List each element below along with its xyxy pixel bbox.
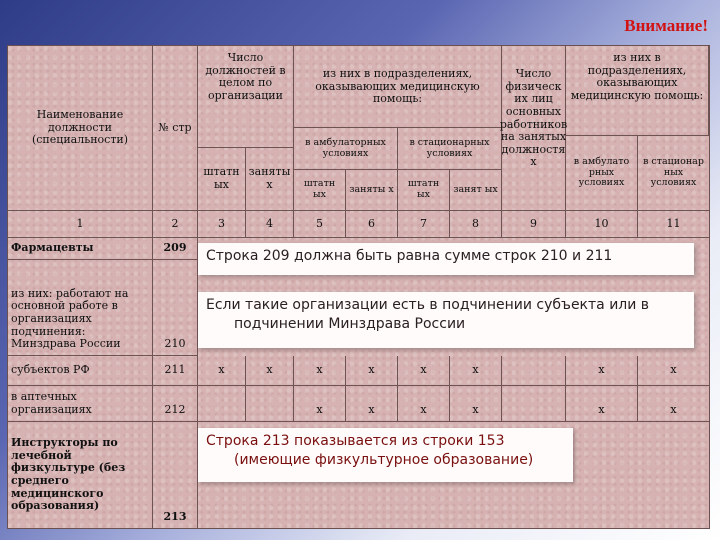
row-212-empty: [502, 386, 566, 422]
header-occupied-in: занят ых: [450, 170, 502, 211]
row-211-mark: x: [450, 356, 502, 386]
header-staff-out: штатн ых: [294, 170, 346, 211]
header-inpatient-2: в стационар ных условиях: [638, 136, 709, 211]
row-211-mark: x: [198, 356, 246, 386]
row-211-mark: x: [294, 356, 346, 386]
header-outpatient: в амбулаторных условиях: [294, 128, 398, 170]
row-212-mark: x: [566, 386, 638, 422]
row-211-mark: x: [638, 356, 709, 386]
row-211-no: 211: [153, 356, 198, 386]
row-210-name: из них: работают на основной работе в организациях подчинения: Минздрава России: [8, 260, 153, 356]
col-num-9: 9: [502, 211, 566, 238]
row-212-name: в аптечных организациях: [8, 386, 153, 422]
header-name: Наименование должности (специальности): [8, 46, 153, 211]
note-row-213-line2: (имеющие физкультурное образование): [234, 451, 534, 468]
col-num-1: 1: [8, 211, 153, 238]
col-num-7: 7: [398, 211, 450, 238]
row-211-empty: [502, 356, 566, 386]
header-positions-total: Число должностей в целом по организации: [198, 46, 294, 148]
header-row-no: № стр: [153, 46, 198, 211]
note-subordination: [198, 292, 694, 348]
row-211-mark: x: [246, 356, 294, 386]
header-staff-in: штатн ых: [398, 170, 450, 211]
note-row-213-line1: Строка 213 показывается из строки 153: [206, 433, 505, 449]
row-213-no: 213: [153, 422, 198, 528]
col-num-11: 11: [638, 211, 709, 238]
header-occupied-out: заняты х: [346, 170, 398, 211]
header-outpatient-2: в амбулато рных условиях: [566, 136, 638, 211]
col-num-10: 10: [566, 211, 638, 238]
row-212-mark: x: [346, 386, 398, 422]
note-subordination-line1: Если такие организации есть в подчинении субъекта или в: [206, 297, 650, 313]
col-num-8: 8: [450, 211, 502, 238]
row-211-name: субъектов РФ: [8, 356, 153, 386]
note-subordination-line2: подчинении Минздрава России: [234, 315, 466, 332]
row-212-no: 212: [153, 386, 198, 422]
row-211-mark: x: [398, 356, 450, 386]
row-212-mark: x: [294, 386, 346, 422]
header-occupied: заняты х: [246, 148, 294, 211]
col-num-3: 3: [198, 211, 246, 238]
row-211-mark: x: [346, 356, 398, 386]
row-212-mark: x: [638, 386, 709, 422]
header-med-units: из них в подразделениях, оказывающих медицинскую помощь:: [294, 46, 502, 128]
header-staff: штатн ых: [198, 148, 246, 211]
col-num-5: 5: [294, 211, 346, 238]
row-212-mark: x: [450, 386, 502, 422]
header-individuals-med: из них в подразделениях, оказывающих медицинскую помощь:: [566, 46, 709, 136]
row-209-no: 209: [153, 238, 198, 260]
row-210-no: 210: [153, 260, 198, 356]
row-212-empty: [246, 386, 294, 422]
note-row-213: [198, 428, 573, 482]
header-individuals: Число физическ их лиц основных работников на занятых должностя х: [502, 46, 566, 211]
row-209-name: Фармацевты: [8, 238, 153, 260]
col-num-2: 2: [153, 211, 198, 238]
header-inpatient: в стационарных условиях: [398, 128, 502, 170]
row-211-mark: x: [566, 356, 638, 386]
note-row-209: Строка 209 должна быть равна сумме строк 210 и 211: [198, 243, 694, 275]
row-213-name: Инструкторы по лечебной физкультуре (без среднего медицинского образования): [8, 422, 153, 528]
row-212-empty: [198, 386, 246, 422]
col-num-4: 4: [246, 211, 294, 238]
col-num-6: 6: [346, 211, 398, 238]
slide-title: Внимание!: [624, 16, 708, 35]
row-212-mark: x: [398, 386, 450, 422]
